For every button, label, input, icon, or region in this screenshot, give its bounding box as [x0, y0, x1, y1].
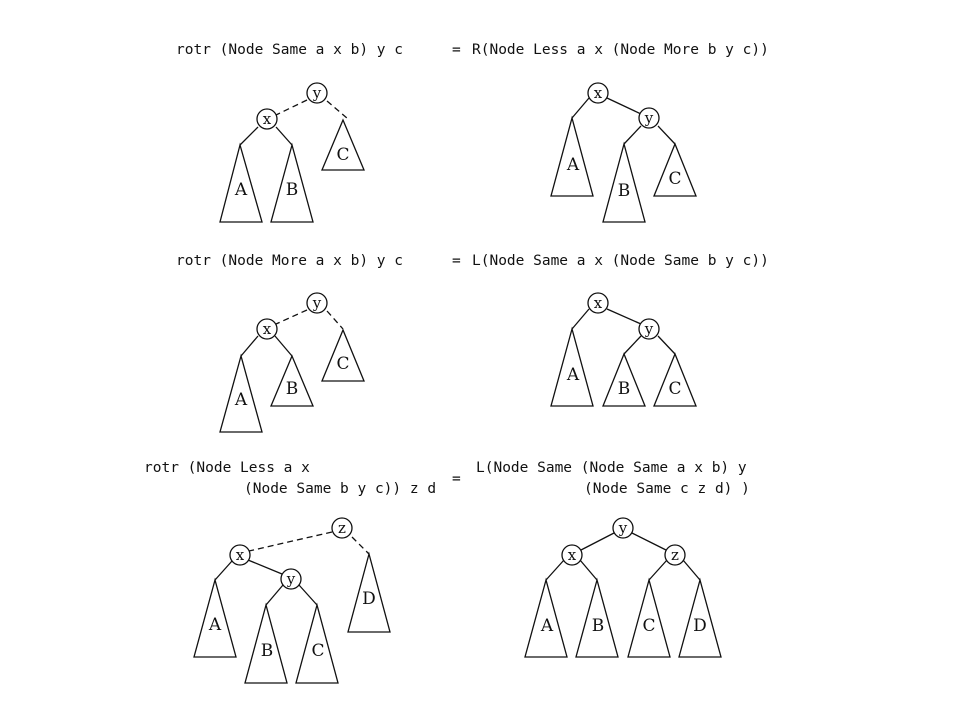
subtree-label: A — [208, 615, 222, 635]
tree-edge — [240, 127, 258, 145]
node-label: x — [593, 294, 603, 312]
dashed-edge — [276, 310, 307, 324]
tree-edge — [276, 127, 292, 145]
node-label: y — [312, 294, 322, 312]
subtree-label: C — [311, 641, 325, 661]
node-label: x — [262, 320, 272, 338]
tree-edge — [658, 126, 675, 144]
tree-edge — [581, 533, 614, 550]
diagram-r2-right — [551, 293, 696, 406]
rule2-lhs: rotr (Node More a x b) y c — [176, 253, 403, 269]
tree-edge — [299, 585, 317, 605]
node-label: y — [618, 519, 628, 537]
tree-edge — [632, 533, 666, 550]
node-label: x — [262, 110, 272, 128]
subtree-label: B — [285, 379, 299, 399]
node-label: y — [644, 320, 654, 338]
subtree-label: B — [617, 181, 631, 201]
diagram-r3-right — [525, 518, 721, 657]
tree-edge — [215, 561, 232, 580]
rule3-equals: = — [452, 471, 461, 487]
node-label: y — [644, 109, 654, 127]
tree-edge — [572, 309, 589, 329]
tree-edge — [649, 560, 667, 580]
node-label: x — [593, 84, 603, 102]
tree-edge — [580, 560, 597, 580]
subtree-label: C — [668, 379, 682, 399]
subtree-label: A — [566, 365, 580, 385]
subtree-label: A — [566, 155, 580, 175]
dashed-edge — [327, 311, 343, 329]
node-label: y — [286, 570, 296, 588]
tree-edge — [241, 336, 258, 356]
tree-edge — [266, 585, 283, 605]
node-label: y — [312, 84, 322, 102]
subtree-label: B — [591, 616, 605, 636]
node-label: x — [235, 546, 245, 564]
subtree-label: A — [234, 180, 248, 200]
subtree-label: C — [336, 145, 350, 165]
subtree-label: B — [617, 379, 631, 399]
diagram-r3-left — [194, 518, 390, 683]
dashed-edge — [276, 100, 307, 115]
diagram-r1-left — [220, 83, 364, 222]
node-label: x — [567, 546, 577, 564]
diagram-r2-left — [220, 293, 364, 432]
dashed-edge — [327, 101, 348, 119]
rule1-equals: = — [452, 42, 461, 58]
subtree-label: A — [234, 390, 248, 410]
tree-edge — [683, 560, 700, 580]
rule3-rhs-line1: L(Node Same (Node Same a x b) y — [476, 460, 747, 476]
rule3-rhs-line2: (Node Same c z d) ) — [584, 481, 750, 497]
tree-edge — [248, 560, 282, 574]
subtree-label: B — [285, 180, 299, 200]
diagram-r1-right — [551, 83, 696, 222]
tree-edge — [607, 98, 641, 114]
subtree-label: C — [336, 354, 350, 374]
tree-edge — [572, 98, 589, 118]
subtree-label: D — [693, 616, 707, 636]
subtree-label: A — [540, 616, 554, 636]
tree-edge — [658, 336, 675, 354]
tree-edge — [624, 126, 641, 144]
subtree-label: C — [642, 616, 656, 636]
dashed-edge — [249, 532, 332, 551]
tree-edge — [624, 336, 641, 354]
rule3-lhs-line1: rotr (Node Less a x — [144, 460, 310, 476]
node-label: z — [671, 546, 679, 564]
rule3-lhs-line2: (Node Same b y c)) z d — [244, 481, 437, 497]
rule2-equals: = — [452, 253, 461, 269]
node-label: z — [338, 519, 346, 537]
dashed-edge — [352, 537, 369, 554]
rule2-rhs: L(Node Same a x (Node Same b y c)) — [472, 253, 769, 269]
subtree-label: C — [668, 169, 682, 189]
rule1-lhs: rotr (Node Same a x b) y c — [176, 42, 403, 58]
subtree-label: B — [260, 641, 274, 661]
tree-edge — [546, 560, 564, 580]
tree-edge — [275, 336, 292, 356]
rule1-rhs: R(Node Less a x (Node More b y c)) — [472, 42, 769, 58]
tree-edge — [607, 309, 641, 324]
subtree-label: D — [362, 589, 376, 609]
